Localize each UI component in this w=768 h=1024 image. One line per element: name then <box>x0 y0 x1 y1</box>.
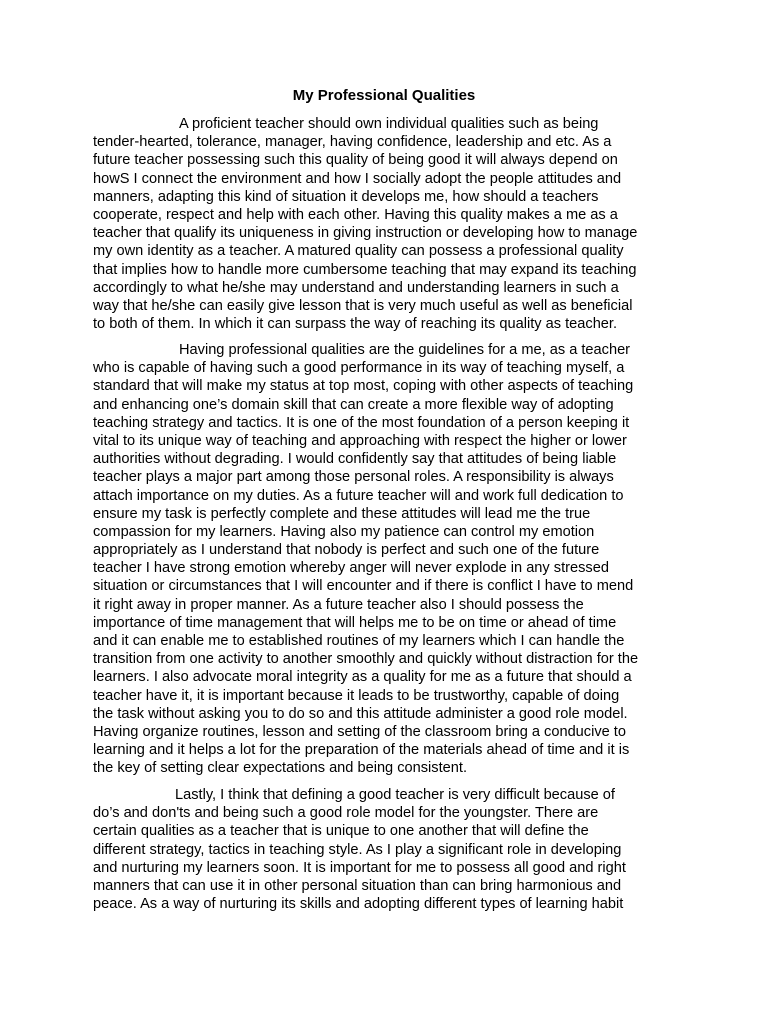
text-line: attach importance on my duties. As a future teacher will and work full dedication to <box>93 487 624 504</box>
text-line: Having professional qualities are the guidelines for a me, as a teacher <box>179 342 631 358</box>
text-line: peace. As a way of nurturing its skills and adopting different types of learning habit <box>93 896 624 913</box>
text-line: manners, adapting this kind of situation it develops me, how should a teachers <box>93 188 599 205</box>
text-line: howS I connect the environment and how I socially adopt the people attitudes and <box>93 170 622 187</box>
text-line: to both of them. In which it can surpass the way of reaching its quality as teacher. <box>93 316 618 333</box>
text-line: learning and it helps a lot for the preparation of the materials ahead of time and it is <box>93 742 630 759</box>
text-line: teaching strategy and tactics. It is one of the most foundation of a person keeping it <box>93 414 630 431</box>
text-line: and nurturing my learners soon. It is important for me to possess all good and right <box>93 859 626 876</box>
text-line: Having organize routines, lesson and setting of the classroom bring a conducive to <box>93 723 626 740</box>
text-line: do’s and don'ts and being such a good role model for the youngster. There are <box>93 805 599 822</box>
text-line: transition from one activity to another smoothly and quickly without distraction for the <box>93 651 639 668</box>
text-line: that implies how to handle more cumbersome teaching that may expand its teaching <box>93 261 637 278</box>
paragraph-1 <box>93 115 673 333</box>
text-line: manners that can use it in other personal situation than can bring harmonious and <box>93 877 622 894</box>
text-line: who is capable of having such a good performance in its way of teaching myself, a <box>93 360 625 377</box>
text-line: the task without asking you to do so and this attitude administer a good role model. <box>93 705 628 722</box>
text-line: situation or circumstances that I will encounter and if there is conflict I have to mend <box>93 578 634 595</box>
text-line: accordingly to what he/she may understand and understanding learners in such a <box>93 279 619 296</box>
paragraph-3 <box>93 786 673 913</box>
text-line: teacher have it, it is important because it leads to be trustworthy, capable of doing <box>93 687 620 704</box>
text-line: different strategy, tactics in teaching style. As I play a significant role in developing <box>93 841 622 858</box>
text-line: Lastly, I think that defining a good teacher is very difficult because of <box>175 787 615 803</box>
text-line: importance of time management that will helps me to be on time or ahead of time <box>93 614 617 631</box>
text-line: teacher plays a major part among those personal roles. A responsibility is always <box>93 469 614 486</box>
text-line: cooperate, respect and help with each other. Having this quality makes a me as a <box>93 206 618 223</box>
text-line: A proficient teacher should own individual qualities such as being <box>179 116 599 132</box>
text-line: authorities without degrading. I would confidently say that attitudes of being liable <box>93 451 617 468</box>
text-line: standard that will make my status at top most, coping with other aspects of teaching <box>93 378 634 395</box>
text-line: way that he/she can easily give lesson that is very much useful as well as beneficial <box>93 297 633 314</box>
document-title: My Professional Qualities <box>292 87 476 104</box>
text-line: vital to its unique way of teaching and approaching with respect the higher or lower <box>93 432 627 449</box>
text-line: teacher that qualify its uniqueness in giving instruction or developing how to manage <box>93 225 638 242</box>
text-line: tender-hearted, tolerance, manager, having confidence, leadership and etc. As a <box>93 134 612 151</box>
text-line: appropriately as I understand that nobody is perfect and such one of the future <box>93 542 600 559</box>
text-line: certain qualities as a teacher that is unique to one another that will define the <box>93 823 589 840</box>
text-line: compassion for my learners. Having also my patience can control my emotion <box>93 523 595 540</box>
text-line: and enhancing one’s domain skill that can create a more flexible way of adopting <box>93 396 614 413</box>
text-line: learners. I also advocate moral integrity as a quality for me as a future that should a <box>93 669 632 686</box>
text-line: the key of setting clear expectations and being consistent. <box>93 760 467 777</box>
text-line: my own identity as a teacher. A matured quality can possess a professional quality <box>93 243 624 260</box>
text-line: future teacher possessing such this quality of being good it will always depend on <box>93 152 618 169</box>
text-line: ensure my task is perfectly complete and these attitudes will lead me the true <box>93 505 591 522</box>
text-line: and it can enable me to established routines of my learners which I can handle the <box>93 633 625 649</box>
text-line: teacher I have strong emotion whereby anger will never explode in any stressed <box>93 560 609 577</box>
text-line: it right away in proper manner. As a future teacher also I should possess the <box>93 596 584 613</box>
paragraph-2 <box>93 341 673 778</box>
